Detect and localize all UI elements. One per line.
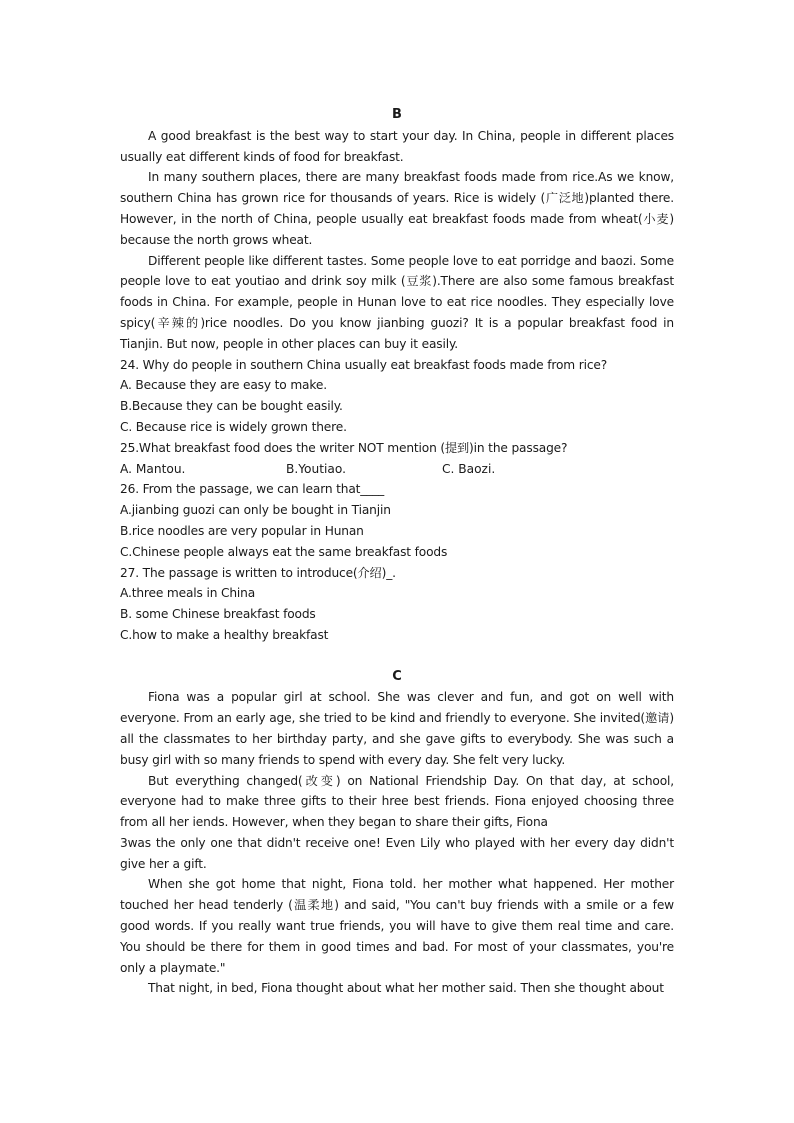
section-b-paragraph-3: Different people like different tastes. Some people love to eat porridge and baozi. Some people love to eat youtiao and drink soy milk (豆浆).There are also some famous breakfast foods in China. For example, people in Hunan love to eat rice noodles. They especially love spicy(辛辣的)rice noodles. Do you know jianbing guozi? It is a popular breakfast food in Tianjin. But now, people in other places can buy it easily. bbox=[120, 253, 674, 351]
question-26-option-c: C.Chinese people always eat the same breakfast foods bbox=[120, 544, 448, 559]
section-b-title: B bbox=[392, 107, 402, 122]
question-24-option-c: C. Because rice is widely grown there. bbox=[120, 419, 347, 434]
question-27-option-b: B. some Chinese breakfast foods bbox=[120, 607, 316, 622]
question-25-option-b: B.Youtiao. bbox=[286, 461, 346, 476]
section-c-paragraph-2-continued: 3was the only one that didn't receive one! Even Lily who played with her every day didn't give her a gift. bbox=[120, 835, 674, 871]
question-25: 25.What breakfast food does the writer NOT mention (提到)in the passage? bbox=[120, 440, 568, 455]
question-24-option-a: A. Because they are easy to make. bbox=[120, 378, 327, 393]
section-c-paragraph-1: Fiona was a popular girl at school. She was clever and fun, and got on well with everyone. From an early age, she tried to be kind and friendly to everyone. She invited(邀请) all the classmates to her birthday party, and she gave gifts to everybody. She was such a busy girl with so many friends to spend with every day. She felt very lucky. bbox=[120, 690, 674, 767]
question-27-option-a: A.three meals in China bbox=[120, 586, 256, 601]
document-page bbox=[120, 105, 674, 999]
question-24: 24. Why do people in southern China usually eat breakfast foods made from rice? bbox=[120, 357, 608, 372]
question-26-option-b: B.rice noodles are very popular in Hunan bbox=[120, 523, 364, 538]
section-b-paragraph-1: A good breakfast is the best way to start your day. In China, people in different places usually eat different kinds of food for breakfast. bbox=[120, 128, 674, 164]
question-25-option-c: C. Baozi. bbox=[442, 461, 496, 476]
question-24-option-b: B.Because they can be bought easily. bbox=[120, 399, 343, 414]
question-26: 26. From the passage, we can learn that____ bbox=[120, 482, 385, 497]
section-c-paragraph-3: When she got home that night, Fiona told. her mother what happened. Her mother touched her head tenderly (温柔地) and said, "You can't buy friends with a smile or a few good words. If you really want true friends, you will have to give them real time and care. You should be there for them in good times and bad. For most of your classmates, you're only a playmate." bbox=[120, 877, 674, 975]
section-c-paragraph-2: But everything changed(改变) on National Friendship Day. On that day, at school, everyone had to make three gifts to their hree best friends. Fiona enjoyed choosing three from all her iends. However, when they began to share their gifts, Fiona bbox=[120, 773, 674, 830]
question-25-option-a: A. Mantou. bbox=[120, 461, 186, 476]
question-25-options bbox=[120, 459, 674, 480]
section-c-paragraph-4: That night, in bed, Fiona thought about what her mother said. Then she thought about bbox=[148, 981, 664, 996]
question-27-option-c: C.how to make a healthy breakfast bbox=[120, 627, 329, 642]
section-c-title: C bbox=[392, 668, 402, 684]
question-26-option-a: A.jianbing guozi can only be bought in Tianjin bbox=[120, 503, 391, 518]
section-b-paragraph-2: In many southern places, there are many breakfast foods made from rice.As we know, southern China has grown rice for thousands of years. Rice is widely (广泛地)planted there. However, in the north of China, people usually eat breakfast foods made from wheat(小麦) because the north grows wheat. bbox=[120, 170, 674, 247]
question-27: 27. The passage is written to introduce(介绍)_. bbox=[120, 565, 396, 580]
